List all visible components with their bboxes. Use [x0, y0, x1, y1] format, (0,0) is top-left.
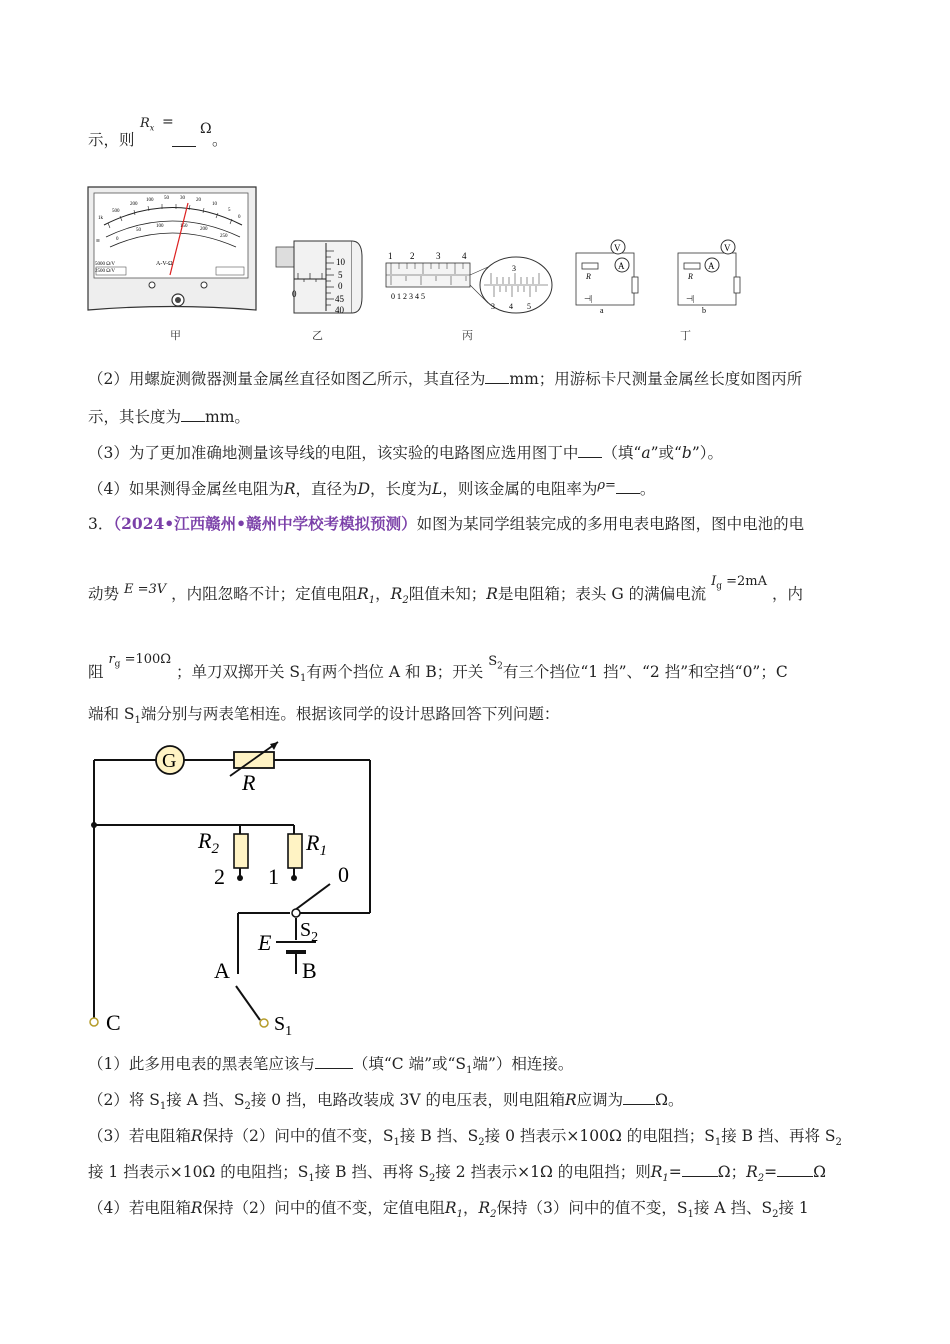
- svg-text:R: R: [242, 770, 256, 795]
- svg-text:200: 200: [200, 227, 208, 232]
- svg-text:3: 3: [491, 302, 495, 311]
- circuit-b-figure: [678, 240, 740, 315]
- sub-q4: （4）若电阻箱R保持（2）问中的值不变，定值电阻$R_1$，$R_2$保持（3）问中的值不变，$S_1$接 A 挡、$S_2$接 1: [88, 1199, 809, 1221]
- caption-jia: 甲: [170, 329, 181, 342]
- resistor-R2: [234, 834, 248, 868]
- svg-text:500: 500: [112, 209, 120, 214]
- svg-text:V: V: [614, 243, 621, 253]
- svg-text:3: 3: [436, 251, 441, 261]
- svg-text:b: b: [702, 306, 706, 315]
- caption-ding: 丁: [680, 329, 691, 342]
- svg-text:⊣|: ⊣|: [686, 294, 695, 303]
- svg-text:5: 5: [338, 270, 343, 280]
- sub-q1-blank: [315, 1054, 353, 1069]
- problem3-line4: 端和 $S_1$端分别与两表笔相连。根据该同学的设计思路回答下列问题：: [88, 705, 560, 727]
- top-prefix: 示，则: [88, 131, 135, 149]
- svg-text:100: 100: [156, 224, 164, 229]
- resistor-R1: [288, 834, 302, 868]
- sub-q3-blank-r2: [777, 1162, 813, 1177]
- rx-equals: =: [162, 114, 174, 130]
- q3-line: （3）为了更加准确地测量该导线的电阻，该实验的电路图应选用图丁中 （填“a”或“b”）。: [88, 444, 724, 462]
- svg-text:100: 100: [146, 198, 154, 203]
- q2-line1: （2）用螺旋测微器测量金属丝直径如图乙所示，其直径为 mm；用游标卡尺测量金属丝长度如图丙所: [88, 370, 803, 388]
- caption-bing: 丙: [462, 329, 473, 342]
- vernier-caliper-figure: [386, 251, 552, 313]
- top-line: [88, 128, 135, 150]
- svg-text:45: 45: [335, 294, 344, 304]
- multimeter-figure: [88, 187, 256, 310]
- svg-text:1: 1: [268, 864, 279, 889]
- svg-text:0: 0: [338, 862, 349, 887]
- svg-text:⊣|: ⊣|: [584, 294, 593, 303]
- sub-q1: （1）此多用电表的黑表笔应该与 （填“C 端”或“$S_1$端”）相连接。: [88, 1055, 574, 1077]
- svg-text:A-V-Ω: A-V-Ω: [156, 261, 173, 267]
- svg-text:0: 0: [116, 237, 119, 242]
- multimeter-circuit: [80, 738, 390, 1038]
- svg-text:0 1 2 3 4 5: 0 1 2 3 4 5: [391, 292, 425, 301]
- svg-text:V: V: [724, 243, 731, 253]
- svg-text:C: C: [106, 1010, 121, 1035]
- problem3-source: （2024•江西赣州•赣州中学校考模拟预测）: [113, 514, 417, 533]
- svg-text:a: a: [600, 306, 604, 315]
- svg-text:R2: $R_2$: [198, 828, 219, 857]
- svg-text:A: A: [708, 261, 715, 271]
- problem3-line2: 动势 $^{E =3V}$ ，内阻忽略不计；定值电阻$R_1$，$R_2$阻值未知；R是电阻箱；表头 G 的满偏电流 $^{I_g =2mA}$ ，内: [88, 574, 803, 607]
- svg-text:2500 Ω/V: 2500 Ω/V: [95, 269, 115, 274]
- sub-q3-line2: 接 1 挡表示×10Ω 的电阻挡；$S_1$接 B 挡、再将 $S_2$接 2 挡表示×1Ω 的电阻挡；则$R_1= \Omega$；$R_2= \Omega$: [88, 1163, 827, 1185]
- svg-text:E: E: [258, 930, 272, 955]
- svg-text:10: 10: [212, 202, 217, 207]
- svg-text:A: A: [214, 958, 230, 983]
- sub-q3-line1: （3）若电阻箱R保持（2）问中的值不变，$S_1$接 B 挡、$S_2$接 0 挡表示×100Ω 的电阻挡；$S_1$接 B 挡、再将 $S_2$: [88, 1127, 842, 1149]
- q4-blank: [616, 479, 640, 494]
- q2-line2: 示，其长度为 mm。: [88, 408, 250, 426]
- svg-text:A: A: [618, 261, 625, 271]
- svg-text:4: 4: [462, 251, 467, 261]
- svg-text:0: 0: [338, 281, 343, 291]
- svg-text:2: 2: [410, 251, 415, 261]
- svg-text:200: 200: [130, 202, 138, 207]
- caption-yi: 乙: [312, 329, 323, 342]
- svg-text:1k: 1k: [98, 216, 103, 221]
- svg-text:2: 2: [214, 864, 225, 889]
- q2-blank-length: [181, 407, 205, 422]
- svg-text:≡: ≡: [96, 237, 100, 245]
- svg-text:R: R: [586, 272, 591, 281]
- rx-suffix: 。: [212, 131, 228, 149]
- micrometer-figure: [276, 241, 362, 315]
- svg-text:5000 Ω/V: 5000 Ω/V: [95, 262, 115, 267]
- svg-text:R: R: [688, 272, 693, 281]
- problem3-line1: 3．（2024•江西赣州•赣州中学校考模拟预测）如图为某同学组装完成的多用电表电路图，图中电池的电: [88, 514, 805, 533]
- svg-text:G: G: [162, 750, 177, 772]
- svg-text:4: 4: [509, 302, 513, 311]
- q3-blank: [578, 443, 602, 458]
- svg-text:R1: $R_1$: [306, 830, 327, 859]
- svg-text:3: 3: [512, 264, 516, 273]
- svg-text:20: 20: [196, 198, 201, 203]
- svg-text:40: 40: [335, 305, 344, 315]
- svg-text:50: 50: [136, 228, 141, 233]
- rx-blank: [172, 146, 196, 147]
- q2-blank-diameter: [485, 369, 509, 384]
- svg-text:1: 1: [388, 251, 393, 261]
- svg-text:B: B: [302, 958, 317, 983]
- svg-text:10: 10: [336, 257, 345, 267]
- svg-text:S1: $S_1$: [274, 1013, 293, 1038]
- rx-unit: Ω: [200, 121, 212, 137]
- svg-text:5: 5: [228, 208, 231, 213]
- svg-text:150: 150: [180, 224, 188, 229]
- problem3-line3: 阻 $^{r_g =100\Omega}$ ；单刀双掷开关 $S_1$有两个挡位 A 和 B；开关 $^{S_2}$有三个挡位“1 挡”、“2 挡”和空挡“0”；C: [88, 652, 788, 685]
- rx-symbol: $R_x$: [140, 116, 155, 133]
- svg-text:5: 5: [527, 302, 531, 311]
- svg-text:0: 0: [238, 215, 241, 220]
- svg-text:50: 50: [164, 196, 169, 201]
- svg-text:S2: $S_2$: [300, 919, 319, 945]
- sub-q2: （2）将 $S_1$接 A 挡、$S_2$接 0 挡，电路改装成 3V 的电压表，则电阻箱R应调为 Ω。: [88, 1091, 684, 1113]
- svg-text:0: 0: [292, 289, 297, 299]
- circuit-a-figure: [576, 240, 638, 315]
- q4-line: （4）如果测得金属丝电阻为R，直径为D，长度为L，则该金属的电阻率为$^{\rho=}$ 。: [88, 478, 656, 498]
- svg-text:30: 30: [180, 196, 185, 201]
- figure-instruments: [86, 185, 766, 345]
- svg-text:250: 250: [220, 234, 228, 239]
- sub-q3-blank-r1: [682, 1162, 718, 1177]
- sub-q2-blank: [623, 1090, 655, 1105]
